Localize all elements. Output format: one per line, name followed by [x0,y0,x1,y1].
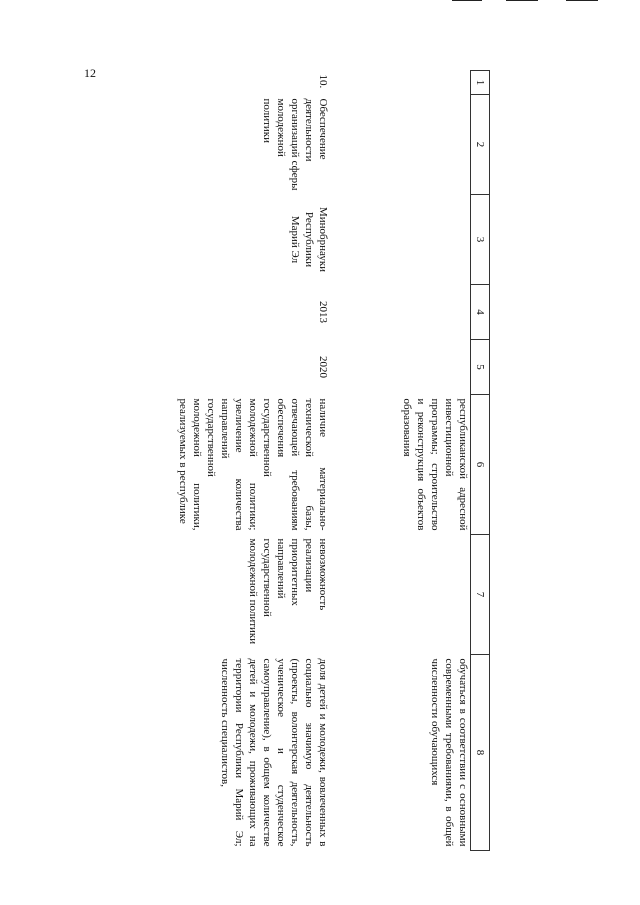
column-number: 3 [471,195,490,285]
end-year-cell: 2020 [317,356,329,378]
consequence-cell: невозможность реализации приоритетных направлений государственной молодежной политики [247,538,329,645]
indicator-cell: обучаться в соответствии с основными современными требованиями, в общей численности обучающихся [429,658,469,847]
top-edge-mark [452,0,482,1]
indicator-cell: доля детей и молодежи, вовлеченных в социально значимую деятельность (проекты, волонтерская деятельность, ученическое и студенческое самоуправление), в общем количестве детей и молодежи, проживающих на территории Республики Марий Эл; численность специалистов, [219,658,329,847]
result-cell: наличие материально-технической базы, отвечающей требованиям обеспечения государственной молодежной политики; увеличение количества направлений государственной молодежной политики, реализуемых в республике [177,398,329,531]
column-number: 4 [471,285,490,340]
program-table [80,70,490,851]
table-cell [330,95,471,195]
table-cell [330,285,471,340]
table-cell [330,71,471,95]
measure-cell: Обеспечение деятельности организаций сферы молодежной политики [261,98,329,191]
table-row [80,71,330,851]
start-year-cell: 2013 [317,301,329,323]
executor-cell: Минобрнауки Республики Марий Эл [289,206,329,273]
rotated-table-sheet [70,70,490,850]
column-number: 1 [471,71,490,95]
column-number-row [471,71,490,851]
column-number: 8 [471,655,490,851]
table-row [330,71,471,851]
column-number: 2 [471,95,490,195]
result-cell: республиканской адресной инвестиционной программы; строительство и реконструкция объектов образования [401,398,469,531]
table-cell [330,535,471,655]
column-number: 6 [471,395,490,535]
top-edge-mark [506,0,538,1]
top-edge-mark [566,0,598,1]
table-cell [330,340,471,395]
table-cell [330,195,471,285]
row-number-cell: 10. [317,74,329,89]
column-number: 5 [471,340,490,395]
column-number: 7 [471,535,490,655]
page-number: 12 [84,66,96,80]
